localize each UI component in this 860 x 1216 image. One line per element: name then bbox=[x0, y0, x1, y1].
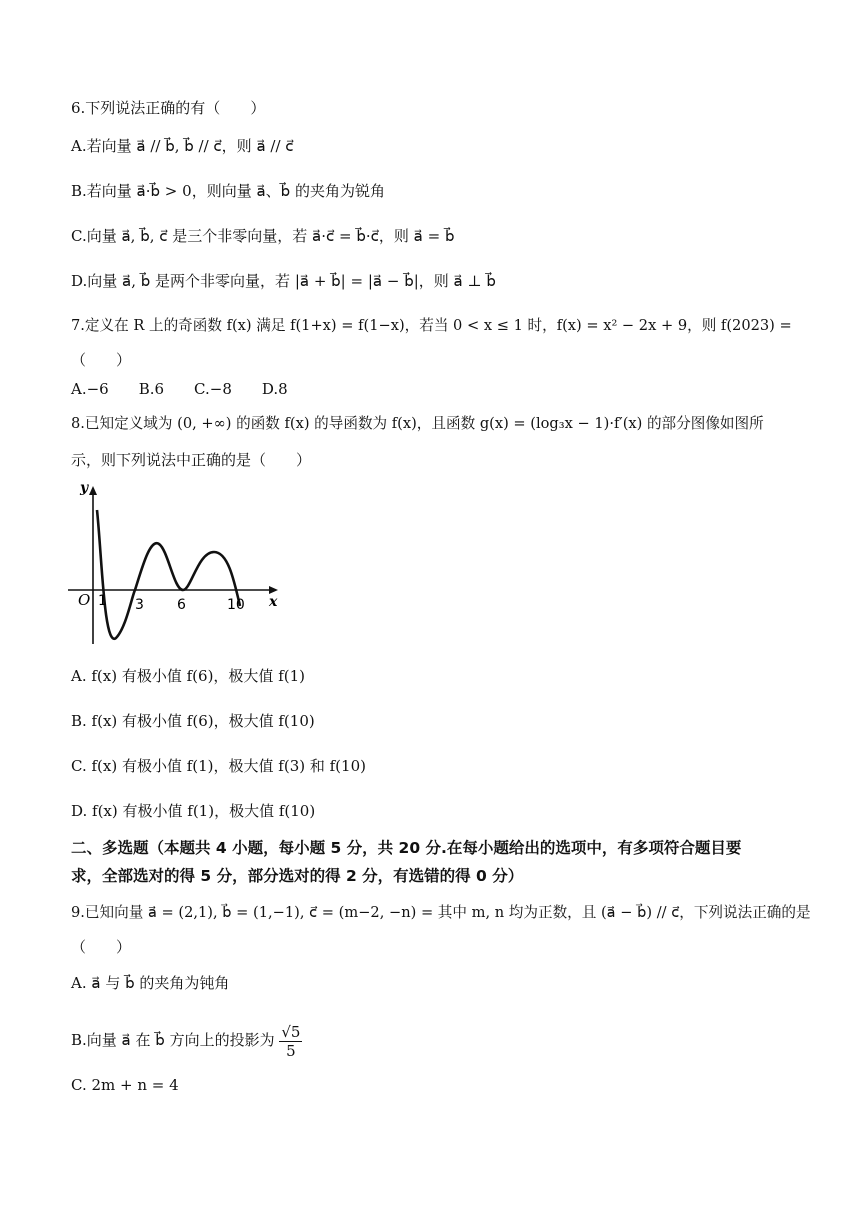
function-curve bbox=[97, 510, 240, 639]
q6-stem: 6.下列说法正确的有（ ） bbox=[71, 99, 266, 117]
graph-x-label: x bbox=[269, 594, 278, 610]
q9-stem: 9.已知向量 a⃗ = (2,1), b⃗ = (1,−1), c⃗ = (m−2, −n) = 其中 m, n 均为正数，且 (a⃗ − b⃗) // c⃗，下列说法正确的是 bbox=[71, 904, 811, 921]
q8-option-d: D. f(x) 有极小值 f(1)，极大值 f(10) bbox=[71, 802, 316, 820]
q8-option-b: B. f(x) 有极小值 f(6)，极大值 f(10) bbox=[71, 712, 315, 730]
q6-option-d: D.向量 a⃗, b⃗ 是两个非零向量，若 |a⃗ + b⃗| = |a⃗ − b⃗|，则 a⃗ ⊥ b⃗ bbox=[71, 272, 496, 290]
q8-option-c: C. f(x) 有极小值 f(1)，极大值 f(3) 和 f(10) bbox=[71, 757, 366, 775]
x-axis-arrow bbox=[269, 586, 278, 594]
q8-stem-line2: 示，则下列说法中正确的是（ ） bbox=[71, 451, 312, 469]
q9-option-c: C. 2m + n = 4 bbox=[71, 1076, 179, 1094]
q7-stem: 7.定义在 R 上的奇函数 f(x) 满足 f(1+x) = f(1−x)，若当 0 < x ≤ 1 时，f(x) = x² − 2x + 9，则 f(2023) = bbox=[71, 317, 792, 334]
q6-option-b: B.若向量 a⃗·b⃗ > 0，则向量 a⃗、b⃗ 的夹角为锐角 bbox=[71, 182, 385, 200]
q6-option-c: C.向量 a⃗, b⃗, c⃗ 是三个非零向量，若 a⃗·c⃗ = b⃗·c⃗，则 a⃗ = b⃗ bbox=[71, 227, 455, 245]
q7-paren: （ ） bbox=[71, 351, 132, 369]
graph-tick-6: 6 bbox=[177, 597, 186, 613]
q9-option-b-numerator: √5 bbox=[281, 1022, 301, 1041]
q9-option-a: A. a⃗ 与 b⃗ 的夹角为钝角 bbox=[71, 974, 230, 992]
graph-y-label: y bbox=[80, 480, 89, 496]
q9-option-b-text: B.向量 a⃗ 在 b⃗ 方向上的投影为 bbox=[71, 1031, 275, 1049]
q9-option-b-fraction bbox=[279, 1023, 302, 1060]
graph-origin-label: O bbox=[78, 591, 91, 609]
q6-option-a: A.若向量 a⃗ // b⃗, b⃗ // c⃗，则 a⃗ // c⃗ bbox=[71, 137, 294, 155]
q7-options: A.−6 B.6 C.−8 D.8 bbox=[71, 380, 288, 398]
graph-tick-1: 1 bbox=[98, 593, 107, 609]
q9-option-b bbox=[71, 1020, 302, 1060]
section2-heading-line1: 二、多选题（本题共 4 小题，每小题 5 分，共 20 分.在每小题给出的选项中，有多项符合题目要 bbox=[71, 839, 742, 857]
graph-tick-3: 3 bbox=[135, 597, 144, 613]
y-axis-arrow bbox=[89, 486, 97, 495]
q9-paren: （ ） bbox=[71, 938, 132, 956]
graph-tick-10: 10 bbox=[227, 597, 245, 613]
q8-stem-line1: 8.已知定义域为 (0, +∞) 的函数 f(x) 的导函数为 f(x)，且函数 g(x) = (log₃x − 1)·f′(x) 的部分图像如图所 bbox=[71, 415, 764, 432]
section2-heading-line2: 求，全部选对的得 5 分，部分选对的得 2 分，有选错的得 0 分） bbox=[71, 867, 524, 885]
q8-option-a: A. f(x) 有极小值 f(6)，极大值 f(1) bbox=[71, 667, 305, 685]
derivative-graph bbox=[64, 478, 284, 648]
q9-option-b-denominator: 5 bbox=[286, 1041, 296, 1060]
